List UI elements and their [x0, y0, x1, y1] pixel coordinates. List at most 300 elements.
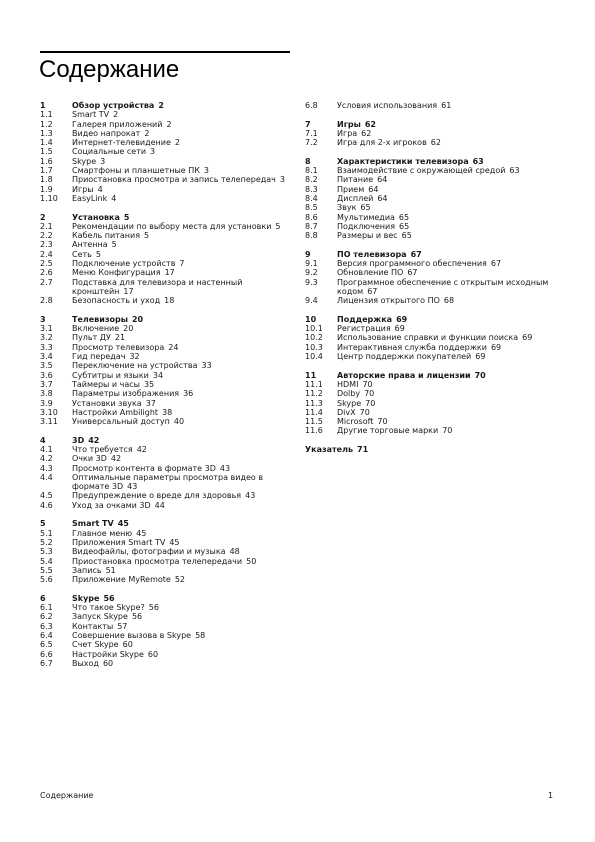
toc-entry-number: 2.3 [40, 240, 53, 250]
toc-entry-page: 21 [114, 333, 126, 343]
toc-entry-number: 6.6 [40, 649, 53, 659]
toc-entry[interactable] [40, 343, 290, 352]
toc-entry[interactable] [40, 129, 290, 138]
toc-entry-number: 3.3 [40, 342, 53, 352]
toc-entry[interactable] [40, 491, 290, 500]
toc-entry-title: Smart TV [72, 519, 114, 529]
toc-entry-number: 11.6 [305, 426, 323, 436]
toc-entry-page: 4 [111, 193, 117, 203]
toc-entry-page: 35 [143, 379, 155, 389]
toc-entry-page: 56 [131, 612, 143, 622]
toc-entry-number: 9 [305, 249, 311, 259]
toc-entry-number: 11 [305, 370, 317, 380]
toc-entry-title: Мультимедиа [337, 212, 395, 222]
toc-entry-number: 3.7 [40, 379, 53, 389]
title-rule [40, 51, 290, 53]
toc-entry-title: Уход за очками 3D [72, 500, 151, 510]
toc-entry-title: Установки звука [72, 398, 142, 408]
toc-column-left [40, 101, 290, 677]
toc-entry[interactable] [40, 352, 290, 361]
toc-section [305, 157, 555, 241]
toc-section-heading[interactable] [305, 157, 555, 166]
toc-entry[interactable] [305, 296, 555, 305]
toc-entry-page: 42 [110, 454, 122, 464]
toc-entry-number: 6.3 [40, 621, 53, 631]
toc-entry-page: 43 [245, 491, 256, 501]
toc-entry-page: 3 [203, 166, 210, 176]
toc-section-heading[interactable] [40, 594, 290, 603]
toc-entry[interactable] [40, 538, 290, 547]
toc-entry-page: 17 [164, 268, 175, 278]
toc-entry[interactable] [40, 612, 290, 621]
toc-entry-page: 20 [123, 324, 134, 334]
toc-entry-number: 8.3 [305, 184, 318, 194]
toc-entry-title: Использование справки и функции поиска [337, 333, 519, 343]
toc-entry-page: 67 [407, 268, 418, 278]
toc-entry[interactable] [40, 473, 290, 492]
toc-entry-title: Смартфоны и планшетные ПК [72, 166, 200, 176]
toc-entry-number: 3.9 [40, 398, 53, 408]
toc-entry[interactable] [40, 380, 290, 389]
toc-entry-number: 2.4 [40, 249, 53, 259]
toc-entry-number: 11.4 [305, 407, 323, 417]
toc-entry-title: Интерактивная служба поддержки [337, 342, 487, 352]
page-title: Содержание [39, 56, 180, 83]
toc-entry-page: 52 [174, 575, 186, 585]
toc-entry[interactable] [305, 231, 555, 240]
toc-entry[interactable] [305, 268, 555, 277]
toc-entry-number: 6.8 [305, 101, 318, 110]
toc-entry-number: 5.4 [40, 556, 53, 566]
toc-entry-number: 6.1 [40, 603, 53, 613]
toc-entry[interactable] [40, 650, 290, 659]
toc-entry-number: 7.1 [305, 128, 318, 138]
toc-entry-title: Настройки Skype [72, 649, 144, 659]
toc-entry-page: 70 [442, 426, 453, 436]
toc-entry-number: 2.8 [40, 296, 53, 306]
toc-entry[interactable] [305, 101, 555, 110]
toc-entry[interactable] [305, 426, 555, 435]
toc-entry-number: 5.6 [40, 575, 53, 585]
toc-entry-number: 1.7 [40, 166, 53, 176]
toc-entry[interactable] [40, 296, 290, 305]
toc-entry[interactable] [40, 138, 290, 147]
toc-entry-number: 1.2 [40, 119, 53, 129]
toc-section [305, 315, 555, 361]
toc-entry-number: 9.3 [305, 277, 318, 287]
toc-entry[interactable] [40, 566, 290, 575]
toc-section-heading[interactable] [305, 445, 555, 454]
toc-entry-title: Игры [337, 119, 361, 129]
toc-entry-number: 6.7 [40, 658, 53, 668]
toc-entry-page: 70 [359, 407, 370, 417]
toc-entry-title: Игры [72, 184, 94, 194]
toc-entry-number: 2.7 [40, 277, 53, 287]
toc-entry-number: 5.2 [40, 537, 53, 547]
toc-entry[interactable] [40, 445, 290, 454]
toc-entry[interactable] [40, 575, 290, 584]
toc-entry-page: 44 [154, 500, 165, 510]
toc-entry[interactable] [40, 408, 290, 417]
toc-entry[interactable] [40, 333, 290, 342]
toc-entry-page: 64 [377, 193, 388, 203]
toc-entry-number: 5.1 [40, 528, 53, 538]
toc-entry-page: 4 [97, 184, 103, 194]
toc-entry-title: Контакты [72, 621, 114, 631]
toc-entry[interactable] [40, 603, 290, 612]
toc-entry-number: 1.4 [40, 138, 53, 148]
toc-entry-page: 5 [123, 212, 130, 222]
toc-entry-number: 8.2 [305, 175, 318, 185]
toc-entry-page: 64 [368, 184, 379, 194]
toc-entry-number: 5.5 [40, 565, 53, 575]
toc-entry[interactable] [305, 129, 555, 138]
toc-entry-number: 2 [40, 212, 46, 222]
toc-section [40, 436, 290, 510]
toc-entry[interactable] [40, 464, 290, 473]
toc-entry-page: 70 [377, 417, 388, 427]
toc-entry-page: 62 [430, 138, 441, 148]
toc-entry-title: HDMI [337, 379, 359, 389]
toc-entry-page: 2 [166, 119, 172, 129]
toc-entry[interactable] [305, 333, 555, 342]
toc-section [40, 315, 290, 427]
toc-entry-number: 8.4 [305, 193, 318, 203]
toc-section-heading[interactable] [40, 101, 290, 110]
toc-entry-title: Совершение вызова в Skype [72, 630, 192, 640]
toc-entry-title: Приостановка просмотра телепередачи [72, 556, 243, 566]
toc-entry[interactable] [305, 278, 555, 297]
toc-entry[interactable] [305, 222, 555, 231]
toc-entry-title: Программное обеспечение с открытым исходным кодом [337, 277, 549, 296]
toc-entry-title: Видео напрокат [72, 128, 141, 138]
toc-entry-page: 5 [111, 240, 117, 250]
toc-entry-page: 70 [362, 379, 373, 389]
toc-entry-page: 70 [365, 398, 376, 408]
toc-entry-number: 4.5 [40, 491, 53, 501]
toc-entry-page: 50 [246, 556, 257, 566]
toc-entry-title: Главное меню [72, 528, 133, 538]
toc-entry[interactable] [40, 259, 290, 268]
toc-entry-page: 2 [158, 101, 164, 110]
toc-section [305, 120, 555, 148]
toc-entry-title: EasyLink [72, 193, 108, 203]
toc-entry-number: 7 [305, 119, 311, 129]
toc-entry-number: 3.10 [40, 407, 58, 417]
toc-entry[interactable] [40, 250, 290, 259]
toc-entry-number: 2.6 [40, 268, 53, 278]
toc-entry-page: 63 [472, 156, 484, 166]
toc-entry-title: Рекомендации по выбору места для установки [72, 221, 272, 231]
toc-entry-number: 3.4 [40, 352, 53, 362]
toc-entry-page: 36 [183, 389, 194, 399]
toc-entry-number: 1.8 [40, 175, 53, 185]
toc-entry[interactable] [305, 203, 555, 212]
toc-entry-title: Гид передач [72, 352, 126, 362]
toc-entry-number: 11.3 [305, 398, 323, 408]
toc-entry-title: Игра для 2-х игроков [337, 138, 427, 148]
toc-entry[interactable] [305, 194, 555, 203]
toc-entry-number: 3.11 [40, 417, 58, 427]
toc-entry-title: Обзор устройства [72, 101, 155, 110]
toc-entry[interactable] [40, 622, 290, 631]
toc-entry-page: 60 [147, 649, 159, 659]
toc-entry-title: Взаимодействие с окружающей средой [337, 166, 506, 176]
toc-entry-number: 4.1 [40, 444, 53, 454]
page-number: 1 [548, 791, 554, 800]
toc-entry-number: 1 [40, 101, 46, 110]
toc-entry[interactable] [40, 120, 290, 129]
toc-entry-number: 4.2 [40, 454, 53, 464]
toc-entry-title: Таймеры и часы [72, 379, 140, 389]
toc-entry-title: Пульт ДУ [72, 333, 111, 343]
toc-entry[interactable] [305, 399, 555, 408]
toc-entry-title: Что требуется [72, 444, 133, 454]
toc-section-heading[interactable] [305, 371, 555, 380]
toc-entry-title: Dolby [337, 389, 361, 399]
toc-entry-page: 3 [100, 156, 106, 166]
toc-entry-title: Социальные сети [72, 147, 147, 157]
toc-entry[interactable] [40, 389, 290, 398]
toc-entry-number: 3.6 [40, 370, 53, 380]
toc-entry-number: 9.1 [305, 259, 318, 269]
toc-entry[interactable] [305, 417, 555, 426]
toc-entry-page: 3 [150, 147, 156, 157]
toc-entry-page: 48 [229, 547, 240, 557]
toc-entry-title: Авторские права и лицензии [337, 370, 471, 380]
toc-section-heading[interactable] [305, 120, 555, 129]
toc-section [305, 101, 555, 110]
toc-entry[interactable] [305, 343, 555, 352]
toc-entry-number: 6.5 [40, 640, 53, 650]
toc-entry-number: 3.2 [40, 333, 53, 343]
toc-entry-page: 69 [475, 352, 486, 362]
toc-entry-page: 65 [360, 203, 371, 213]
toc-entry-number: 5.3 [40, 547, 53, 557]
toc-entry[interactable] [40, 194, 290, 203]
toc-entry-page: 69 [490, 342, 502, 352]
toc-entry-number: 9.2 [305, 268, 318, 278]
toc-entry[interactable] [40, 185, 290, 194]
toc-entry-title: Кабель питания [72, 231, 141, 241]
toc-section [305, 445, 555, 454]
toc-entry[interactable] [305, 166, 555, 175]
toc-entry-title: Запись [72, 565, 102, 575]
toc-entry-title: Приостановка просмотра и запись телепередач [72, 175, 276, 185]
toc-entry-number: 4.3 [40, 463, 53, 473]
toc-entry-page: 18 [164, 296, 175, 306]
toc-entry-title: Другие торговые марки [337, 426, 439, 436]
toc-entry[interactable] [40, 278, 290, 297]
toc-entry[interactable] [40, 268, 290, 277]
toc-entry-page: 24 [168, 342, 179, 352]
toc-entry-title: Прием [337, 184, 365, 194]
toc-entry-page: 61 [441, 101, 452, 110]
toc-entry-title: ПО телевизора [337, 249, 407, 259]
toc-entry-page: 7 [179, 259, 185, 269]
toc-entry-page: 67 [490, 259, 502, 269]
toc-entry-title: Подключения [337, 221, 396, 231]
toc-entry-page: 69 [522, 333, 533, 343]
toc-entry-page: 5 [95, 249, 101, 259]
toc-entry-title: Обновление ПО [337, 268, 404, 278]
toc-entry-page: 34 [152, 370, 164, 380]
toc-entry-title: Универсальный доступ [72, 417, 170, 427]
toc-entry-number: 2.5 [40, 259, 53, 269]
toc-entry-number: 11.1 [305, 379, 323, 389]
toc-entry-number: 8.1 [305, 166, 318, 176]
toc-entry-page: 45 [136, 528, 147, 538]
toc-entry-number: 3.1 [40, 324, 53, 334]
toc-section-heading[interactable] [40, 519, 290, 528]
toc-section [305, 250, 555, 306]
toc-entry-title: Питание [337, 175, 374, 185]
toc-entry[interactable] [40, 147, 290, 156]
toc-entry-title: DivX [337, 407, 356, 417]
toc-entry-page: 42 [88, 435, 100, 445]
toc-entry[interactable] [40, 175, 290, 184]
toc-entry-page: 2 [144, 128, 150, 138]
toc-entry-number: 1.3 [40, 128, 53, 138]
toc-entry-title: Что такое Skype? [72, 603, 145, 613]
toc-entry-page: 60 [102, 658, 114, 668]
toc-entry-page: 71 [357, 444, 369, 454]
toc-entry[interactable] [40, 454, 290, 463]
toc-entry-page: 65 [401, 231, 412, 241]
toc-entry-number: 1.9 [40, 184, 53, 194]
toc-entry-title: Выход [72, 658, 99, 668]
toc-entry[interactable] [305, 185, 555, 194]
toc-entry-number: 9.4 [305, 296, 318, 306]
toc-entry-title: Оптимальные параметры просмотра видео в формате 3D [72, 472, 264, 492]
toc-entry[interactable] [40, 547, 290, 556]
toc-entry-number: 1.1 [40, 110, 53, 120]
toc-entry[interactable] [40, 399, 290, 408]
toc-entry-title: Настройки Ambilight [72, 407, 159, 417]
toc-entry-title: Размеры и вес [337, 231, 398, 241]
toc-entry-number: 7.2 [305, 138, 318, 148]
toc-entry-title: Skype [337, 398, 362, 408]
toc-entry[interactable] [305, 138, 555, 147]
toc-entry-page: 65 [399, 221, 410, 231]
toc-entry[interactable] [40, 166, 290, 175]
toc-section-heading[interactable] [40, 315, 290, 324]
toc-entry-title: Безопасность и уход [72, 296, 161, 306]
toc-entry-title: Регистрация [337, 324, 391, 334]
toc-entry-number: 6 [40, 593, 46, 603]
toc-entry-title: Запуск Skype [72, 612, 128, 622]
toc-entry-page: 38 [162, 407, 173, 417]
toc-entry-number: 11.2 [305, 389, 323, 399]
toc-entry-number: 8.5 [305, 203, 318, 213]
toc-entry[interactable] [40, 110, 290, 119]
toc-section-heading[interactable] [40, 436, 290, 445]
toc-entry[interactable] [40, 240, 290, 249]
toc-entry-page: 32 [129, 352, 140, 362]
toc-entry-page: 33 [201, 361, 212, 371]
toc-entry-page: 56 [103, 593, 115, 603]
footer-label: Содержание [40, 791, 94, 800]
toc-entry[interactable] [305, 408, 555, 417]
toc-entry-title: Smart TV [72, 110, 110, 120]
toc-entry[interactable] [40, 417, 290, 426]
toc-entry-page: 62 [361, 128, 372, 138]
toc-entry[interactable] [40, 222, 290, 231]
toc-entry-number: 10.2 [305, 333, 323, 343]
toc-entry-number: 4.6 [40, 500, 53, 510]
toc-entry[interactable] [305, 389, 555, 398]
toc-entry[interactable] [305, 352, 555, 361]
toc-entry[interactable] [305, 213, 555, 222]
toc-entry-page: 69 [394, 324, 405, 334]
toc-entry[interactable] [305, 175, 555, 184]
toc-entry-number: 4.4 [40, 472, 53, 482]
toc-entry-title: Интернет-телевидение [72, 138, 171, 148]
toc-entry-title: Центр поддержки покупателей [337, 352, 472, 362]
toc-entry-page: 67 [367, 286, 378, 296]
toc-entry-number: 2.1 [40, 221, 53, 231]
toc-entry-title: Звук [337, 203, 357, 213]
toc-entry[interactable] [305, 324, 555, 333]
toc-entry-page: 45 [169, 537, 180, 547]
toc-entry-page: 40 [173, 417, 185, 427]
toc-entry-title: Приложения Smart TV [72, 537, 166, 547]
toc-entry[interactable] [40, 361, 290, 370]
toc-entry-number: 1.10 [40, 193, 58, 203]
toc-entry-title: Поддержка [337, 314, 393, 324]
toc-entry-title: Меню Конфигурация [72, 268, 161, 278]
toc-entry-title: Характеристики телевизора [337, 156, 469, 166]
toc-section-heading[interactable] [40, 213, 290, 222]
toc-entry-page: 51 [105, 565, 116, 575]
toc-entry[interactable] [305, 380, 555, 389]
toc-entry-page: 37 [145, 398, 156, 408]
toc-entry[interactable] [40, 659, 290, 668]
toc-entry-page: 70 [364, 389, 375, 399]
toc-entry[interactable] [40, 501, 290, 510]
toc-entry[interactable] [40, 557, 290, 566]
toc-entry[interactable] [40, 640, 290, 649]
toc-entry[interactable] [305, 259, 555, 268]
toc-entry-page: 43 [127, 482, 138, 492]
toc-section [40, 519, 290, 584]
toc-entry-page: 57 [117, 621, 128, 631]
toc-entry-page: 60 [122, 640, 133, 650]
toc-entry-number: 3 [40, 314, 46, 324]
toc-entry-title: Счет Skype [72, 640, 119, 650]
toc-entry-page: 20 [131, 314, 144, 324]
toc-entry[interactable] [40, 324, 290, 333]
toc-entry-page: 2 [113, 110, 119, 120]
toc-entry[interactable] [40, 529, 290, 538]
toc-entry-number: 3.8 [40, 389, 53, 399]
toc-entry-number: 3.5 [40, 361, 53, 371]
toc-entry[interactable] [40, 157, 290, 166]
toc-section [40, 213, 290, 306]
toc-entry[interactable] [40, 371, 290, 380]
toc-section-heading[interactable] [305, 250, 555, 259]
toc-entry-number: 10.1 [305, 324, 323, 334]
toc-entry-page: 43 [219, 463, 231, 473]
toc-column-right [305, 101, 555, 464]
toc-entry[interactable] [40, 231, 290, 240]
toc-entry-title: Установка [72, 212, 120, 222]
toc-entry-number: 10.3 [305, 342, 323, 352]
toc-entry[interactable] [40, 631, 290, 640]
toc-section-heading[interactable] [305, 315, 555, 324]
toc-entry-number: 8.8 [305, 231, 318, 241]
toc-entry-title: Указатель [305, 444, 354, 454]
